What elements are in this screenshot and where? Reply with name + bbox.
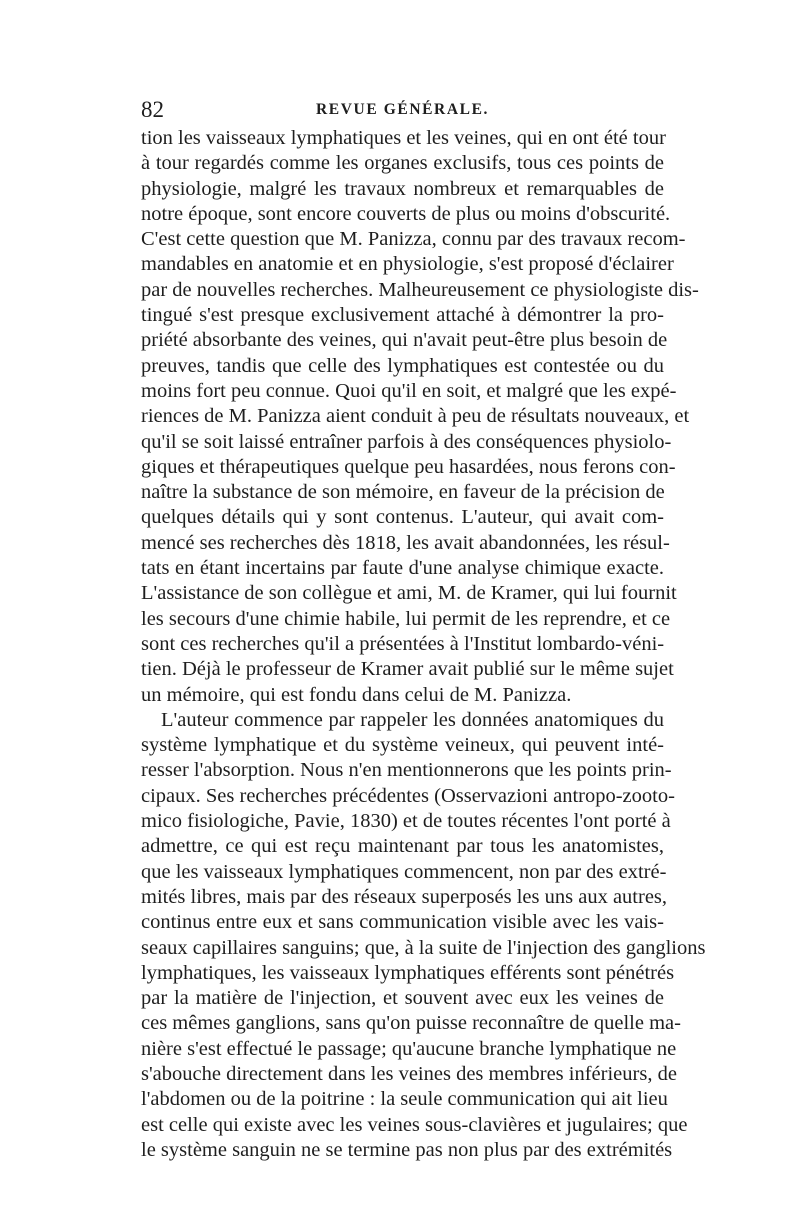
text-line: système lymphatique et du système veineux, qui peuvent inté- <box>141 734 664 757</box>
text-line: L'assistance de son collègue et ami, M. de Kramer, qui lui fournit <box>141 582 677 605</box>
paragraph-1 <box>141 126 699 708</box>
page-header <box>141 94 664 126</box>
text-line: tion les vaisseaux lymphatiques et les veines, qui en ont été tour <box>141 127 666 149</box>
text-line: que les vaisseaux lymphatiques commencent, non par des extré- <box>141 860 667 883</box>
text-line: tats en étant incertains par faute d'une analyse chimique exacte. <box>141 557 664 580</box>
text-line: mico fisiologiche, Pavie, 1830) et de toutes récentes l'ont porté à <box>141 810 671 833</box>
running-head: REVUE GÉNÉRALE. <box>316 101 489 118</box>
body-text <box>141 126 706 1163</box>
text-line: mencé ses recherches dès 1818, les avait abandonnées, les résul- <box>141 531 670 554</box>
text-line: admettre, ce qui est reçu maintenant par tous les anatomistes, <box>141 835 664 858</box>
text-line: les secours d'une chimie habile, lui permit de les reprendre, et ce <box>141 607 671 630</box>
text-line: mités libres, mais par des réseaux superposés les uns aux autres, <box>141 885 668 908</box>
text-line: naître la substance de son mémoire, en faveur de la précision de <box>141 481 665 504</box>
text-line: notre époque, sont encore couverts de plus ou moins d'obscurité. <box>141 202 671 225</box>
text-line: riences de M. Panizza aient conduit à peu de résultats nouveaux, et <box>141 405 690 428</box>
text-line: tingué s'est presque exclusivement attaché à démontrer la pro- <box>141 304 664 327</box>
text-line: s'abouche directement dans les veines des membres inférieurs, de <box>141 1062 677 1085</box>
text-line: tien. Déjà le professeur de Kramer avait publié sur le même sujet <box>141 658 674 681</box>
text-line: giques et thérapeutiques quelque peu hasardées, nous ferons con- <box>141 455 676 478</box>
text-line: C'est cette question que M. Panizza, connu par des travaux recom- <box>141 228 686 251</box>
text-line: lymphatiques, les vaisseaux lymphatiques efférents sont pénétrés <box>141 961 675 984</box>
text-line: seaux capillaires sanguins; que, à la suite de l'injection des ganglions <box>141 936 706 959</box>
text-line: L'auteur commence par rappeler les données anatomiques du <box>161 708 664 731</box>
text-line: mandables en anatomie et en physiologie, s'est proposé d'éclairer <box>141 253 674 276</box>
paragraph-2 <box>141 708 706 1163</box>
text-line: à tour regardés comme les organes exclusifs, tous ces points de <box>141 152 664 175</box>
text-line: preuves, tandis que celle des lymphatiques est contestée ou du <box>141 354 664 377</box>
text-line: nière s'est effectué le passage; qu'aucune branche lymphatique ne <box>141 1037 677 1060</box>
text-line: un mémoire, qui est fondu dans celui de M. Panizza. <box>141 683 572 706</box>
text-line: qu'il se soit laissé entraîner parfois à des conséquences physiolo- <box>141 430 672 453</box>
text-line: par de nouvelles recherches. Malheureusement ce physiologiste dis- <box>141 278 699 301</box>
text-line: ces mêmes ganglions, sans qu'on puisse reconnaître de quelle ma- <box>141 1012 681 1035</box>
text-line: moins fort peu connue. Quoi qu'il en soit, et malgré que les expé- <box>141 379 677 402</box>
text-line: sont ces recherches qu'il a présentées à l'Institut lombardo-véni- <box>141 632 665 655</box>
text-line: le système sanguin ne se termine pas non plus par des extrémités <box>141 1138 673 1161</box>
page-number: 82 <box>141 97 164 122</box>
text-line: par la matière de l'injection, et souvent avec eux les veines de <box>141 987 664 1010</box>
text-line: physiologie, malgré les travaux nombreux et remarquables de <box>141 177 664 200</box>
text-line: l'abdomen ou de la poitrine : la seule communication qui ait lieu <box>141 1088 668 1111</box>
text-line: continus entre eux et sans communication visible avec les vais- <box>141 911 664 934</box>
text-line: priété absorbante des veines, qui n'avait peut-être plus besoin de <box>141 329 668 352</box>
text-line: cipaux. Ses recherches précédentes (Osservazioni antropo-zooto- <box>141 784 675 807</box>
text-line: quelques détails qui y sont contenus. L'auteur, qui avait com- <box>141 506 664 529</box>
text-line: resser l'absorption. Nous n'en mentionnerons que les points prin- <box>141 759 672 782</box>
text-line: est celle qui existe avec les veines sous-clavières et jugulaires; que <box>141 1113 688 1136</box>
